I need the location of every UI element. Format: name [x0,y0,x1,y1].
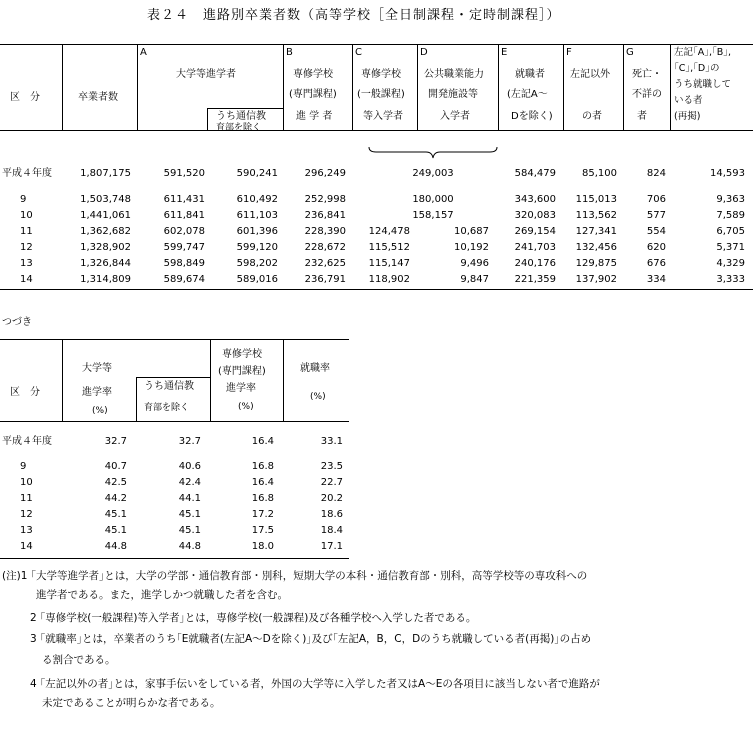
table1-vline [283,44,284,130]
table1-cell-b: 228,672 [304,242,346,253]
table1-cell-c: 124,478 [368,226,410,237]
table1-cell-e: 320,083 [514,210,556,221]
table1-cell-g: 824 [646,168,666,179]
table1-cell-e: 241,703 [514,242,556,253]
table2-row-label: 9 [20,461,27,472]
table1-vline [563,44,564,130]
col-c-l1: 専修学校 [361,69,401,80]
table1-cell-c: 115,147 [368,258,410,269]
table2-row-label: 11 [20,493,33,504]
table2-cell-job: 22.7 [320,477,343,488]
table1-cell-d: 10,687 [454,226,489,237]
note-1-line-1: (注)1 ｢大学等進学者｣とは，大学の学部・通信教育部・別科，短期大学の本科・通信教育部・別科，高等学校等の専攻科への [2,570,588,582]
table2-cell-sub: 45.1 [178,525,201,536]
col-f-letter: F [566,47,572,58]
col-d-l1: 公共職業能力 [424,69,484,80]
table1-cell-f: 132,456 [575,242,617,253]
t2-kubun-header: 区 分 [10,387,40,398]
cd-merge-brace [368,146,498,160]
col-a-sub-l1: うち通信教 [216,111,266,122]
table2-cell-sub: 42.4 [178,477,201,488]
kubun-header: 区 分 [10,92,40,103]
table1-top-rule [0,44,753,45]
note-4-line-2: 未定であることが明らかな者である。 [42,697,221,709]
col-b-l1: 専修学校 [293,69,333,80]
col-d-l3: 入学者 [440,111,470,122]
table1-cell-g: 620 [646,242,666,253]
table1-cell-b: 252,998 [304,194,346,205]
t2-univ-l3: (%) [92,406,108,416]
table1-cell-h: 4,329 [716,258,745,269]
table2-row-label: 平成４年度 [2,436,52,447]
col-h-l3: うち就職して [674,79,732,90]
col-c-letter: C [355,47,362,58]
table1-vline [623,44,624,130]
table1-cell-sotsugyo: 1,326,844 [80,258,131,269]
col-e-l3: Dを除く) [511,111,553,122]
table2-row-label: 10 [20,477,33,488]
table2-cell-job: 20.2 [320,493,343,504]
note-2: 2 ｢専修学校(一般課程)等入学者｣とは，専修学校(一般課程)及び各種学校へ入学した者である。 [30,612,477,624]
note-3-line-1: 3 ｢就職率｣とは，卒業者のうち｢E就職者(左記A～Dを除く)｣及び｢左記A，B，C，Dのうち就職している者(再掲)｣の占め [30,633,592,645]
table2-cell-sub: 44.8 [178,541,201,552]
table1-bottom-rule [0,289,753,290]
table1-cell-a_sub: 590,241 [236,168,278,179]
table1-sub-rule [207,108,283,109]
table1-vline [417,44,418,130]
col-g-letter: G [626,47,634,58]
table2-row-label: 12 [20,509,33,520]
table1-cell-f: 129,875 [575,258,617,269]
table2-vline [210,339,211,421]
page-title: 表２４ 進路別卒業者数（高等学校［全日制課程・定時制課程］） [147,8,561,23]
table2-cell-univ: 45.1 [104,509,127,520]
t2-job-l2: (%) [310,392,326,402]
table1-row-label: 12 [20,242,33,253]
col-f-l2: の者 [582,111,602,122]
table1-cell-sotsugyo: 1,807,175 [80,168,131,179]
t2-univ-l2: 進学率 [82,387,112,398]
table1-cell-h: 6,705 [716,226,745,237]
table2-cell-job: 33.1 [320,436,343,447]
table2-cell-sen: 17.2 [251,509,274,520]
t2-univ-l1: 大学等 [82,363,112,374]
table1-cell-h: 3,333 [716,274,745,285]
col-d-l2: 開発施設等 [428,89,478,100]
note-1-line-2: 進学者である。また，進学しかつ就職した者を含む。 [36,589,288,601]
table1-cell-a_sub: 589,016 [236,274,278,285]
table1-row-label: 9 [20,194,27,205]
t2-job-l1: 就職率 [300,363,330,374]
table2-top-rule [0,339,349,340]
sotsugyo-header: 卒業者数 [78,92,118,103]
table2-row-label: 14 [20,541,33,552]
col-c-l2: (一般課程) [357,89,405,100]
table2-row-label: 13 [20,525,33,536]
table1-cell-d: 10,192 [454,242,489,253]
table1-cell-a_sub: 601,396 [236,226,278,237]
col-f-l1: 左記以外 [570,69,610,80]
table1-cell-h: 14,593 [710,168,745,179]
table1-cell-f: 85,100 [582,168,617,179]
table1-cell-a: 611,841 [163,210,205,221]
table2-cell-sub: 40.6 [178,461,201,472]
table1-cell-a: 611,431 [163,194,205,205]
table1-cell-a_sub: 598,202 [236,258,278,269]
table2-cell-univ: 32.7 [104,436,127,447]
table1-cell-f: 115,013 [575,194,617,205]
table1-cell-d: 9,496 [460,258,489,269]
table1-cell-a_sub: 610,492 [236,194,278,205]
table2-cell-job: 18.4 [320,525,343,536]
table1-vline [670,44,671,130]
table1-cell-a_sub: 599,120 [236,242,278,253]
t2-sen-l4: (%) [238,402,254,412]
col-h-l4: いる者 [674,95,703,106]
table1-cell-a: 599,747 [163,242,205,253]
table1-cell-e: 343,600 [514,194,556,205]
table2-cell-sen: 16.8 [251,493,274,504]
table2-cell-job: 23.5 [320,461,343,472]
col-c-l3: 等入学者 [363,111,403,122]
table2-cell-sen: 16.4 [251,436,274,447]
table1-cell-g: 334 [646,274,666,285]
table2-vline [283,339,284,421]
table1-cell-g: 554 [646,226,666,237]
table2-cell-sen: 18.0 [251,541,274,552]
col-g-l2: 不詳の [632,89,662,100]
table2-cell-univ: 40.7 [104,461,127,472]
note-3-line-2: る割合である。 [42,654,116,666]
col-e-letter: E [501,47,508,58]
table1-cell-a: 602,078 [163,226,205,237]
col-b-letter: B [286,47,293,58]
table1-cell-b: 296,249 [304,168,346,179]
table1-cell-g: 577 [646,210,666,221]
table1-cell-d: 9,847 [460,274,489,285]
table1-vline [352,44,353,130]
table1-cell-g: 706 [646,194,666,205]
col-b-l3: 進 学 者 [296,111,333,122]
table1-cell-a: 589,674 [163,274,205,285]
table1-cell-b: 228,390 [304,226,346,237]
table1-cell-sotsugyo: 1,314,809 [80,274,131,285]
table2-cell-univ: 42.5 [104,477,127,488]
table2-cell-univ: 44.2 [104,493,127,504]
table1-cell-c: 115,512 [368,242,410,253]
table1-cell-b: 236,841 [304,210,346,221]
table2-cell-univ: 45.1 [104,525,127,536]
continued-label: つづき [2,317,32,328]
table2-bottom-rule [0,558,349,559]
table1-vline [62,44,63,130]
table1-cell-a_sub: 611,103 [236,210,278,221]
table1-cell-a: 598,849 [163,258,205,269]
table1-cell-b: 232,625 [304,258,346,269]
t2-sen-l3: 進学率 [226,383,256,394]
table1-cell-f: 113,562 [575,210,617,221]
table1-cell-f: 127,341 [575,226,617,237]
table2-vline [62,339,63,421]
note-4-line-1: 4 ｢左記以外の者｣とは，家事手伝いをしている者，外国の大学等に入学した者又はA～Eの各項目に該当しない者で進路が [30,678,600,690]
table1-cell-cd: 180,000 [412,194,454,205]
table1-row-label: 11 [20,226,33,237]
table1-cell-e: 269,154 [514,226,556,237]
table1-cell-h: 5,371 [716,242,745,253]
table1-cell-g: 676 [646,258,666,269]
col-a-letter: A [140,47,147,58]
table2-cell-sub: 44.1 [178,493,201,504]
table2-cell-sen: 16.8 [251,461,274,472]
table2-sub-rule [136,377,210,378]
table1-cell-b: 236,791 [304,274,346,285]
table1-cell-cd: 249,003 [412,168,454,179]
col-h-l2: ｢C｣,｢D｣の [674,63,720,74]
table1-cell-sotsugyo: 1,503,748 [80,194,131,205]
col-g-l3: 者 [637,111,647,122]
table1-cell-e: 584,479 [514,168,556,179]
table1-cell-f: 137,902 [575,274,617,285]
table2-cell-job: 17.1 [320,541,343,552]
table1-cell-e: 240,176 [514,258,556,269]
col-b-l2: (専門課程) [289,89,337,100]
table2-vline [136,377,137,421]
table1-cell-sotsugyo: 1,362,682 [80,226,131,237]
table1-vline [137,44,138,130]
table1-vline [207,108,208,130]
col-e-l1: 就職者 [515,69,545,80]
table1-cell-c: 118,902 [368,274,410,285]
table2-cell-sen: 16.4 [251,477,274,488]
table1-cell-sotsugyo: 1,328,902 [80,242,131,253]
table1-row-label: 10 [20,210,33,221]
table2-cell-sub: 45.1 [178,509,201,520]
table1-cell-a: 591,520 [163,168,205,179]
col-d-letter: D [420,47,428,58]
col-h-l5: (再掲) [674,111,701,122]
t2-sen-l1: 専修学校 [222,349,262,360]
table2-header-rule [0,421,349,422]
col-g-l1: 死亡・ [632,69,662,80]
table1-header-rule [0,130,753,131]
col-a-sub-l2: 育部を除く [216,123,262,133]
table1-row-label: 平成４年度 [2,168,52,179]
table1-cell-cd: 158,157 [412,210,454,221]
table2-cell-sub: 32.7 [178,436,201,447]
t2-sen-l2: (専門課程) [218,366,266,377]
table1-cell-h: 9,363 [716,194,745,205]
t2-sub-l2: 育部を除く [144,403,190,413]
col-a-label: 大学等進学者 [176,69,236,80]
table1-cell-h: 7,589 [716,210,745,221]
table2-cell-sen: 17.5 [251,525,274,536]
col-e-l2: (左記A～ [507,89,548,100]
table1-vline [498,44,499,130]
col-h-l1: 左記｢A｣,｢B｣, [674,47,732,58]
table2-cell-univ: 44.8 [104,541,127,552]
table1-cell-sotsugyo: 1,441,061 [80,210,131,221]
table1-row-label: 13 [20,258,33,269]
table2-cell-job: 18.6 [320,509,343,520]
table1-row-label: 14 [20,274,33,285]
t2-sub-l1: うち通信教 [144,381,194,392]
table1-cell-e: 221,359 [514,274,556,285]
